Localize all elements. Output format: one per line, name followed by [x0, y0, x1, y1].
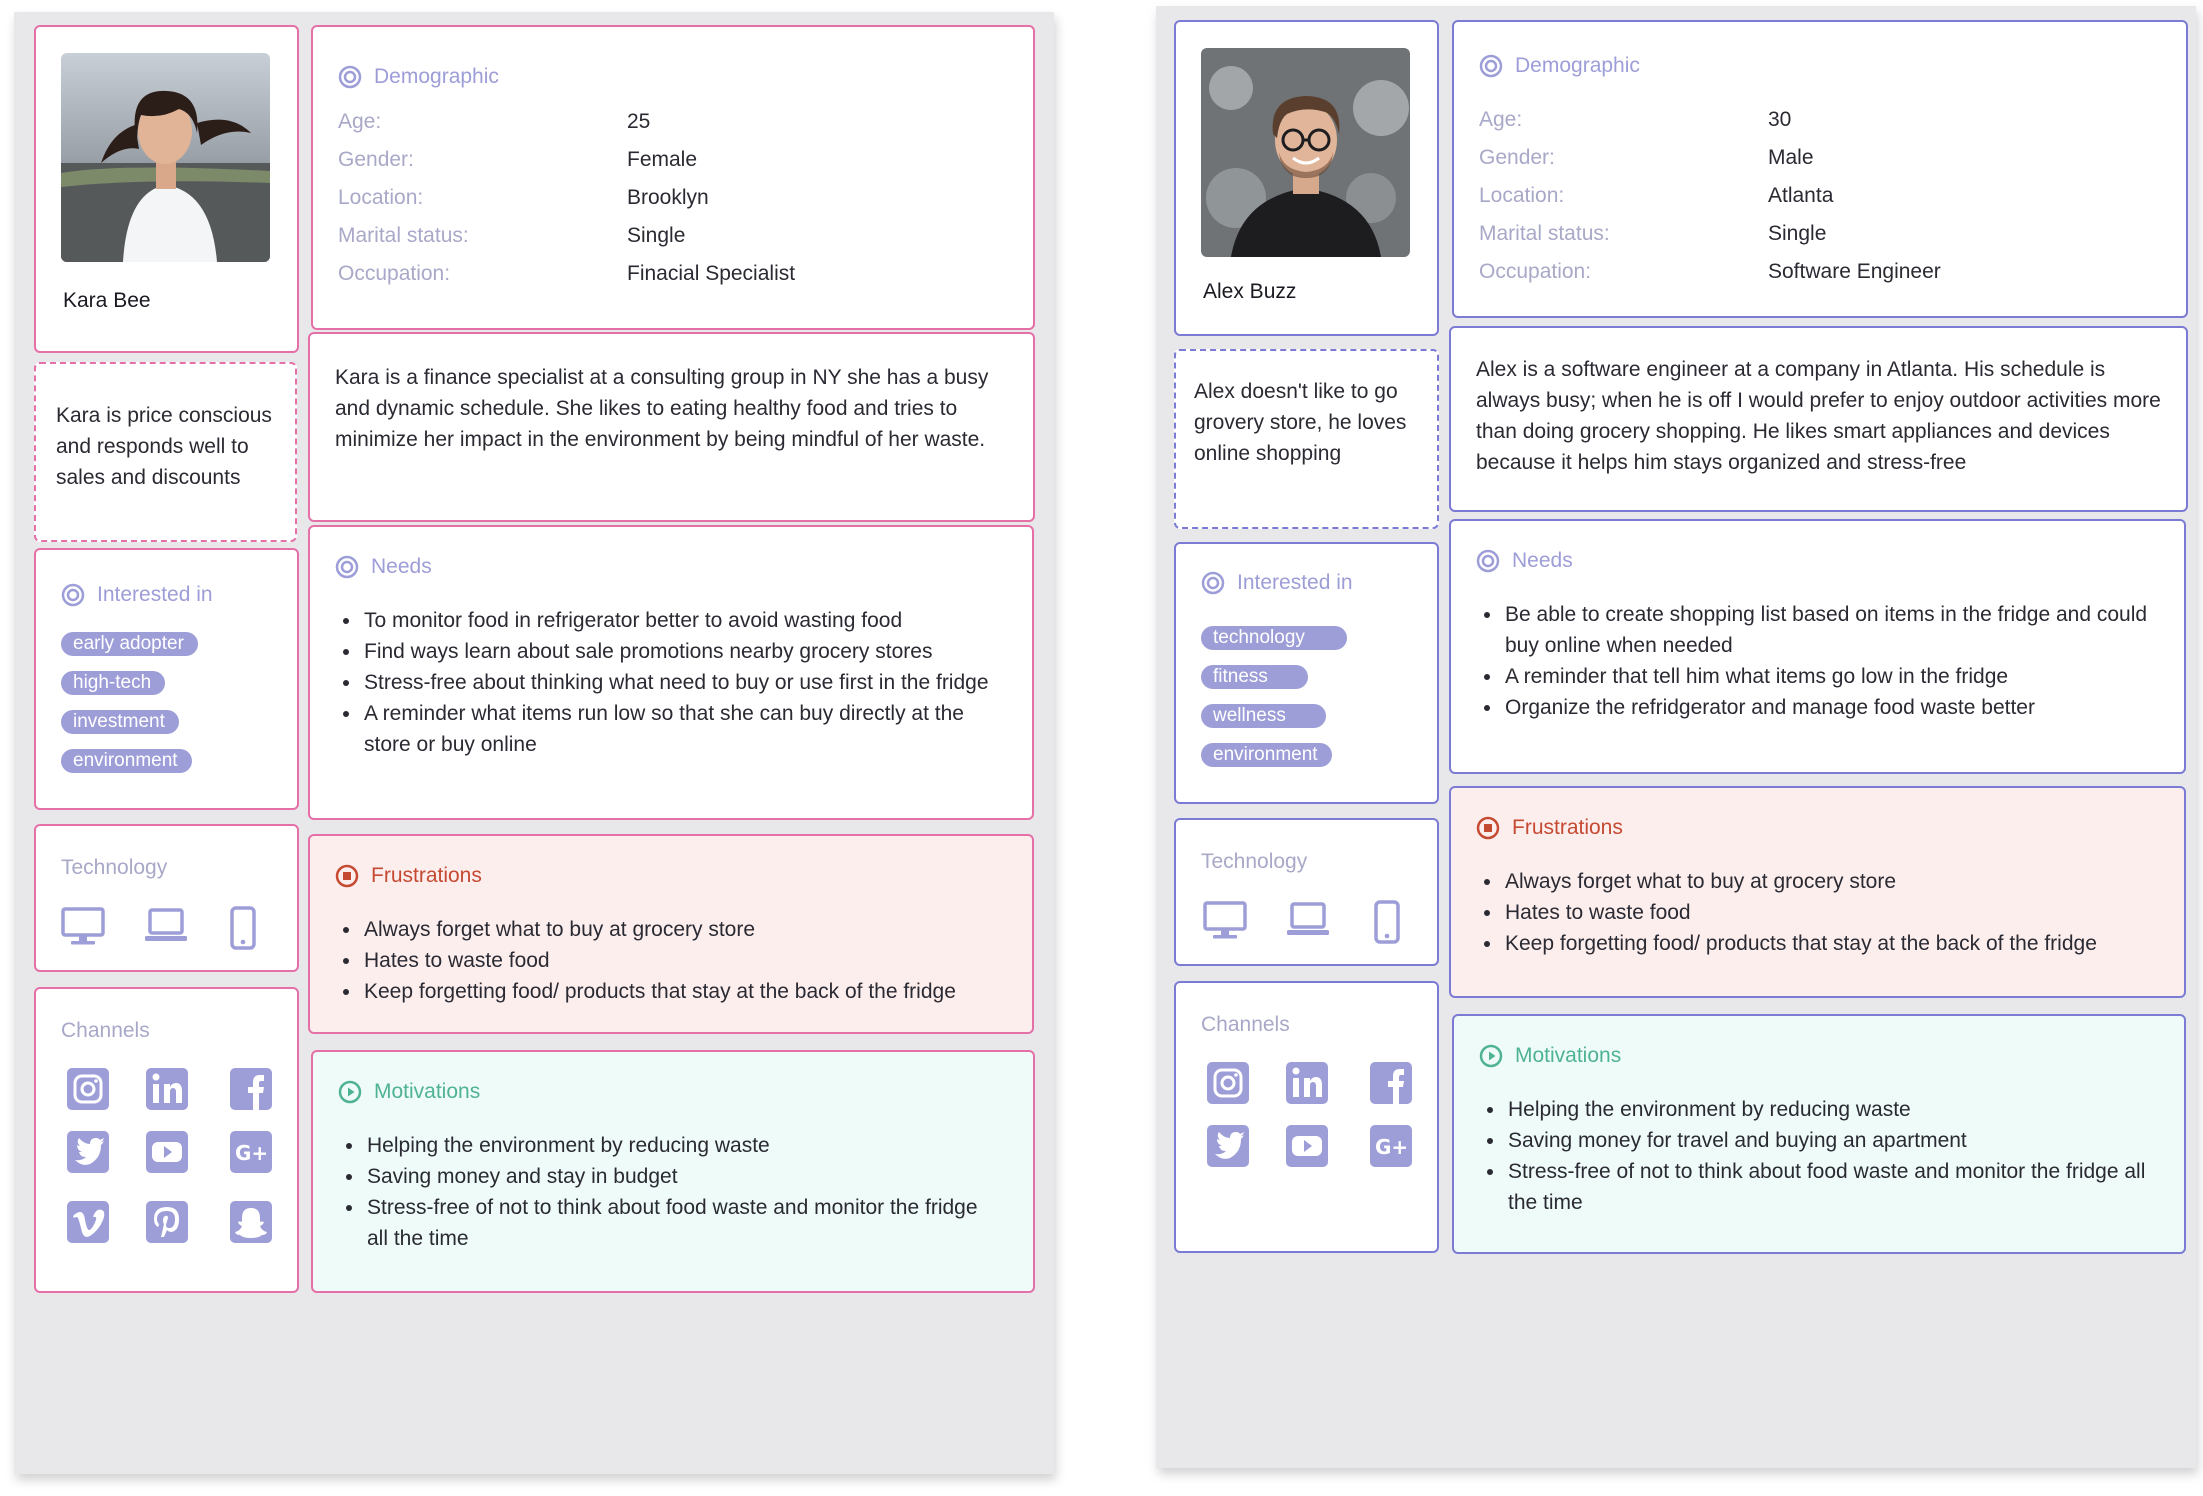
demo-value: Brooklyn — [627, 186, 709, 209]
profile-card — [1174, 20, 1439, 336]
demo-row-occupation — [338, 262, 795, 286]
instagram-icon[interactable] — [1206, 1061, 1250, 1105]
channels-title: Channels — [61, 1019, 150, 1042]
bio-card — [308, 332, 1035, 522]
motivations-title-label: Motivations — [374, 1080, 481, 1103]
svg-text:G+: G+ — [235, 1141, 269, 1165]
bio-text: Kara is a finance specialist at a consulting group in NY she has a busy and dynamic schedule. She likes to eating healthy food and tries to minimize her impact in the environment by being mindful of her waste. — [335, 366, 989, 451]
summary-card — [1174, 349, 1439, 529]
needs-title-label: Needs — [1512, 549, 1573, 572]
interest-tag: environment — [61, 749, 192, 773]
needs-item: • Be able to create shopping list based on items in the fridge and could buy online when needed — [1503, 599, 2153, 661]
needs-item: • Organize the refridgerator and manage food waste better — [1503, 692, 2153, 723]
play-icon — [338, 1080, 362, 1104]
demo-row-marital-status — [338, 224, 685, 248]
demo-label: Gender: — [338, 148, 414, 171]
demo-label: Marital status: — [1479, 222, 1610, 245]
demographic-title — [338, 65, 499, 89]
demo-value: Software Engineer — [1768, 260, 1941, 283]
demo-row-age — [1479, 108, 1791, 132]
demo-row-gender — [338, 148, 697, 172]
frustration-item: • Keep forgetting food/ products that stay at the back of the fridge — [1503, 928, 2193, 959]
frustrations-list — [1471, 866, 2193, 959]
svg-text:G+: G+ — [1375, 1135, 1409, 1159]
demo-value: Female — [627, 148, 698, 171]
interest-tag: early adopter — [61, 632, 198, 656]
needs-item: • A reminder that tell him what items go low in the fridge — [1503, 661, 2153, 692]
demo-row-gender — [1479, 146, 1814, 170]
target-icon — [335, 555, 359, 579]
needs-list — [1471, 599, 2153, 723]
demo-row-location — [1479, 184, 1833, 208]
demo-row-location — [338, 186, 709, 210]
persona-name: Alex Buzz — [1203, 280, 1297, 303]
motivation-item: • Helping the environment by reducing waste — [1506, 1094, 2146, 1125]
google-plus-icon[interactable] — [229, 1130, 273, 1174]
profile-photo — [61, 53, 270, 262]
frustrations-card — [1449, 786, 2186, 998]
twitter-icon[interactable] — [1206, 1124, 1250, 1168]
man-portrait-icon — [1201, 48, 1410, 257]
frustration-item: • Hates to waste food — [362, 945, 1042, 976]
youtube-icon[interactable] — [145, 1130, 189, 1174]
motivation-item: • Saving money and stay in budget — [365, 1161, 985, 1192]
vimeo-icon[interactable] — [66, 1200, 110, 1244]
desktop-icon — [61, 906, 105, 946]
google-plus-icon[interactable] — [1369, 1124, 1413, 1168]
summary-text: Kara is price conscious and responds well to sales and discounts — [56, 404, 272, 489]
interests-title-label: Interested in — [97, 583, 213, 606]
needs-list — [330, 605, 1002, 760]
interests-title — [1201, 571, 1353, 595]
needs-title — [1476, 549, 1573, 573]
persona-sheet-alex — [1156, 6, 2196, 1468]
stop-icon — [335, 864, 359, 888]
motivations-title-label: Motivations — [1515, 1044, 1622, 1067]
target-icon — [1479, 54, 1503, 78]
frustrations-title-label: Frustrations — [1512, 816, 1623, 839]
demo-label: Age: — [1479, 108, 1523, 131]
play-icon — [1479, 1044, 1503, 1068]
technology-title: Technology — [1201, 850, 1308, 873]
needs-title-label: Needs — [371, 555, 432, 578]
motivations-card — [1452, 1014, 2186, 1254]
demo-value: Single — [1768, 222, 1827, 245]
twitter-icon[interactable] — [66, 1130, 110, 1174]
technology-title: Technology — [61, 856, 168, 879]
linkedin-icon[interactable] — [145, 1067, 189, 1111]
needs-item: • A reminder what items run low so that she can buy directly at the store or buy online — [362, 698, 1002, 760]
interest-tags — [1201, 626, 1347, 782]
interest-tag: environment — [1201, 743, 1332, 767]
summary-text: Alex doesn't like to go grovery store, he loves online shopping — [1194, 380, 1407, 465]
profile-card — [34, 25, 299, 353]
frustration-item: • Always forget what to buy at grocery store — [362, 914, 1042, 945]
demo-value: 25 — [627, 110, 651, 133]
demo-row-age — [338, 110, 650, 134]
demo-label: Gender: — [1479, 146, 1555, 169]
demo-label: Age: — [338, 110, 382, 133]
interests-title — [61, 583, 213, 607]
persona-sheet-kara — [14, 12, 1054, 1474]
demo-label: Occupation: — [338, 262, 451, 285]
channels-title: Channels — [1201, 1013, 1290, 1036]
pinterest-icon[interactable] — [145, 1200, 189, 1244]
bio-card — [1449, 326, 2188, 512]
channels-card — [34, 987, 299, 1293]
technology-card — [1174, 818, 1439, 966]
needs-item: • Find ways learn about sale promotions nearby grocery stores — [362, 636, 1002, 667]
frustration-item: • Keep forgetting food/ products that stay at the back of the fridge — [362, 976, 1042, 1007]
demographic-title-label: Demographic — [374, 65, 499, 88]
demo-value: 30 — [1768, 108, 1792, 131]
demo-row-occupation — [1479, 260, 1941, 284]
interests-card — [34, 548, 299, 810]
interest-tag: wellness — [1201, 704, 1326, 728]
target-icon — [61, 583, 85, 607]
target-icon — [338, 65, 362, 89]
motivation-item: • Stress-free of not to think about food waste and monitor the fridge all the time — [365, 1192, 985, 1254]
motivations-list — [333, 1130, 985, 1254]
channels-card — [1174, 981, 1439, 1253]
demo-value: Finacial Specialist — [627, 262, 796, 285]
motivations-list — [1474, 1094, 2146, 1218]
demographic-title — [1479, 54, 1640, 78]
needs-item: • To monitor food in refrigerator better to avoid wasting food — [362, 605, 1002, 636]
demo-label: Marital status: — [338, 224, 469, 247]
motivation-item: • Helping the environment by reducing waste — [365, 1130, 985, 1161]
frustrations-title-label: Frustrations — [371, 864, 482, 887]
demo-value: Atlanta — [1768, 184, 1834, 207]
desktop-icon — [1203, 900, 1247, 940]
interest-tag: investment — [61, 710, 179, 734]
motivations-card — [311, 1050, 1035, 1293]
demo-row-marital-status — [1479, 222, 1826, 246]
interests-card — [1174, 542, 1439, 804]
summary-card — [34, 362, 297, 542]
frustration-item: • Hates to waste food — [1503, 897, 2193, 928]
laptop-icon — [1286, 900, 1330, 940]
demo-value: Male — [1768, 146, 1814, 169]
motivation-item: • Saving money for travel and buying an apartment — [1506, 1125, 2146, 1156]
frustrations-card — [308, 834, 1034, 1034]
needs-card — [1449, 519, 2186, 774]
needs-title — [335, 555, 432, 579]
motivation-item: • Stress-free of not to think about food waste and monitor the fridge all the time — [1506, 1156, 2146, 1218]
laptop-icon — [144, 906, 188, 946]
target-icon — [1201, 571, 1225, 595]
interest-tag: technology — [1201, 626, 1347, 650]
technology-card — [34, 824, 299, 972]
smartphone-icon — [1373, 900, 1401, 944]
facebook-icon[interactable] — [1369, 1061, 1413, 1105]
demo-label: Location: — [1479, 184, 1565, 207]
frustrations-list — [330, 914, 1042, 1007]
demographic-title-label: Demographic — [1515, 54, 1640, 77]
interest-tag: fitness — [1201, 665, 1308, 689]
motivations-title — [338, 1080, 480, 1104]
target-icon — [1476, 549, 1500, 573]
needs-card — [308, 525, 1034, 820]
smartphone-icon — [229, 906, 257, 950]
demo-label: Occupation: — [1479, 260, 1592, 283]
persona-name: Kara Bee — [63, 289, 151, 312]
facebook-icon[interactable] — [229, 1067, 273, 1111]
motivations-title — [1479, 1044, 1621, 1068]
profile-photo — [1201, 48, 1410, 257]
linkedin-icon[interactable] — [1285, 1061, 1329, 1105]
interest-tag: high-tech — [61, 671, 165, 695]
needs-item: • Stress-free about thinking what need to buy or use first in the fridge — [362, 667, 1002, 698]
stop-icon — [1476, 816, 1500, 840]
frustrations-title — [1476, 816, 1623, 840]
interests-title-label: Interested in — [1237, 571, 1353, 594]
demo-label: Location: — [338, 186, 424, 209]
woman-portrait-icon — [61, 53, 270, 262]
bio-text: Alex is a software engineer at a company in Atlanta. His schedule is always busy; when he is off I would prefer to enjoy outdoor activities more than doing grocery shopping. He likes smart appliances and devices because it helps him stays organized and stress-free — [1476, 358, 2161, 474]
demo-value: Single — [627, 224, 686, 247]
frustration-item: • Always forget what to buy at grocery store — [1503, 866, 2193, 897]
frustrations-title — [335, 864, 482, 888]
demographic-card — [1452, 20, 2188, 318]
interest-tags — [61, 632, 198, 788]
youtube-icon[interactable] — [1285, 1124, 1329, 1168]
snapchat-icon[interactable] — [229, 1200, 273, 1244]
demographic-card — [311, 25, 1035, 330]
instagram-icon[interactable] — [66, 1067, 110, 1111]
